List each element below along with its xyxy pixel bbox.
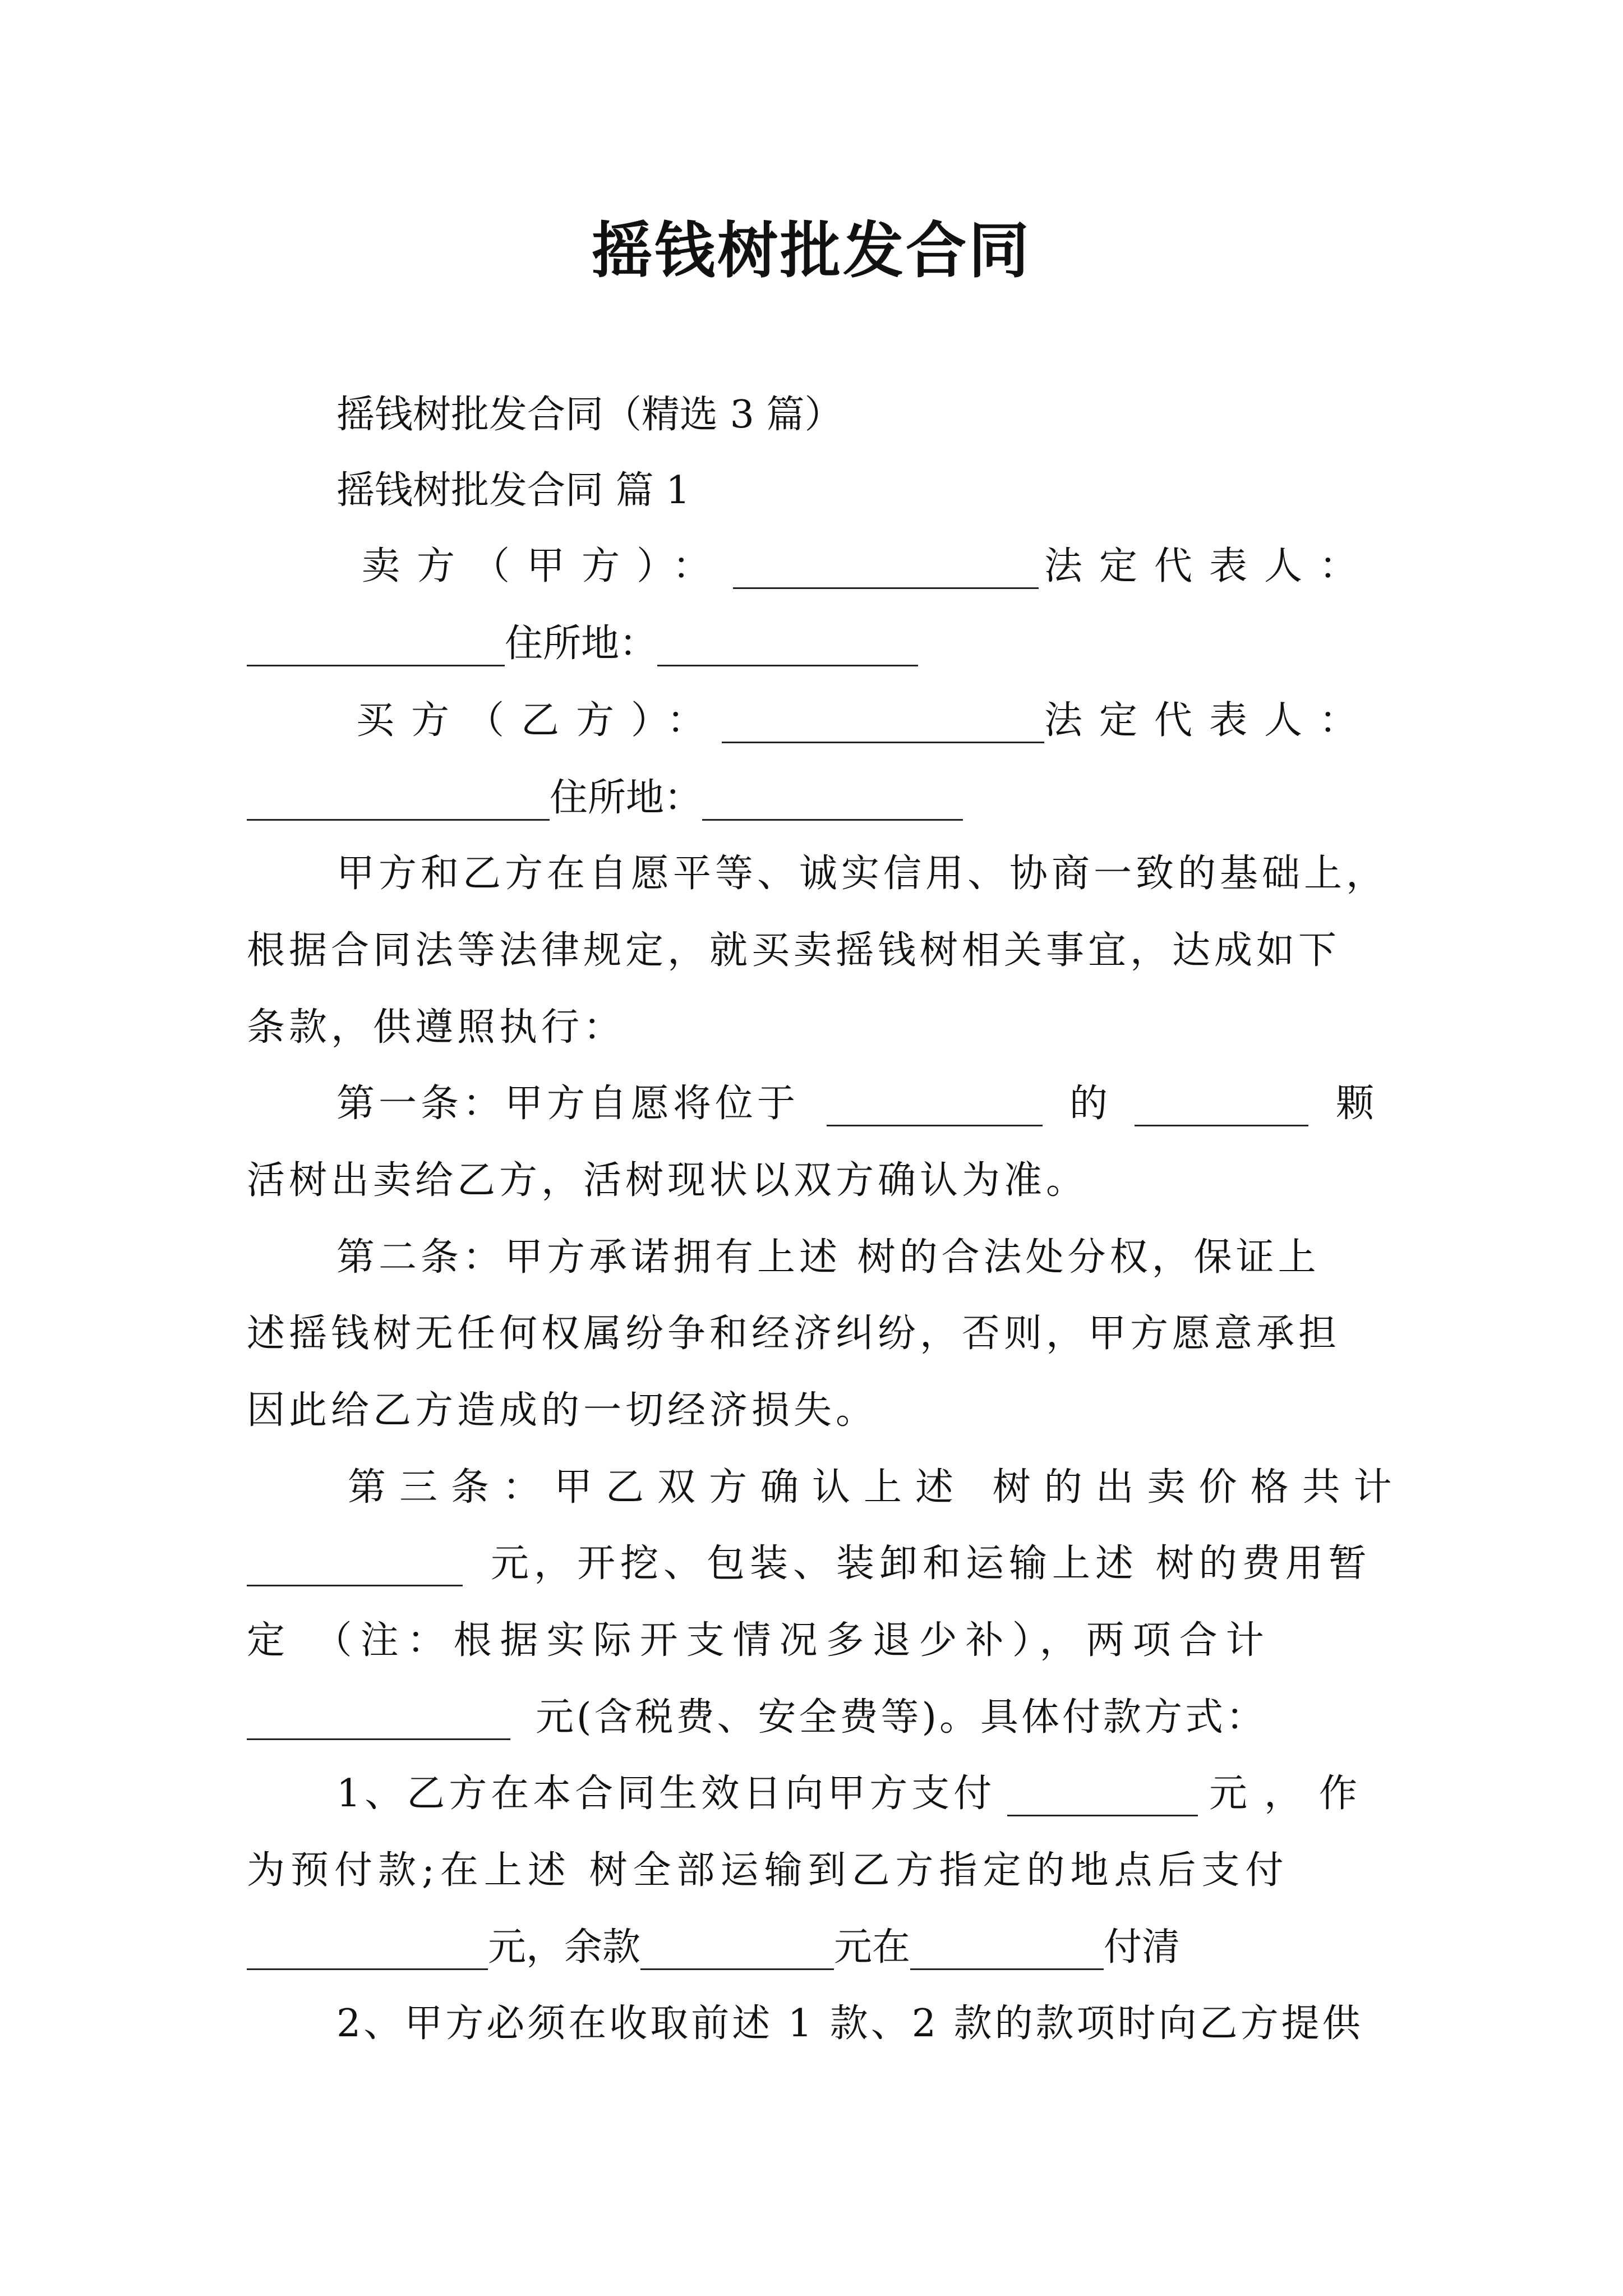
location-blank bbox=[827, 1090, 1043, 1126]
article-3-line-3: 定 （注：根据实际开支情况多退少补），两项合计 bbox=[247, 1618, 1272, 1663]
buyer-name-blank bbox=[722, 707, 1044, 743]
seller-rep-blank bbox=[247, 630, 505, 666]
balance-blank bbox=[640, 1934, 834, 1970]
seller-legal-rep-label: 法定代表人： bbox=[1044, 544, 1374, 588]
buyer-label: 买方（乙方）： bbox=[356, 698, 722, 743]
seller-name-blank bbox=[733, 553, 1039, 589]
intro-line-3: 条款，供遵照执行： bbox=[247, 1005, 626, 1050]
buyer-rep-blank bbox=[247, 784, 550, 821]
article-2-line-1: 第二条：甲方承诺拥有上述 树的合法处分权，保证上 bbox=[336, 1235, 1320, 1280]
second-payment-blank bbox=[247, 1934, 488, 1970]
balance-date-blank bbox=[910, 1934, 1104, 1970]
payment-2-line-1: 2、甲方必须在收取前述 1 款、2 款的款项时向乙方提供 bbox=[336, 2001, 1363, 2046]
seller-label: 卖方（甲方）： bbox=[362, 544, 728, 588]
document-title: 摇钱树批发合同 bbox=[591, 215, 1031, 286]
price-blank bbox=[247, 1550, 463, 1586]
payment-1-line-3: 元，余款 元在 付清 bbox=[247, 1925, 1180, 1970]
seller-line bbox=[362, 544, 1374, 589]
seller-residence-label: 住所地： bbox=[505, 622, 658, 666]
article-2-line-3: 因此给乙方造成的一切经济损失。 bbox=[247, 1388, 878, 1433]
seller-line-2 bbox=[247, 622, 918, 666]
article-2-line-2: 述摇钱树无任何权属纷争和经济纠纷，否则，甲方愿意承担 bbox=[247, 1312, 1341, 1356]
intro-line-2: 根据合同法等法律规定，就买卖摇钱树相关事宜，达成如下 bbox=[247, 928, 1341, 973]
article-3-line-1: 第三条：甲乙双方确认上述 树的出卖价格共计 bbox=[348, 1465, 1405, 1510]
buyer-residence-blank bbox=[702, 784, 963, 821]
payment-1-line-1: 1、乙方在本合同生效日向甲方支付 元，作 bbox=[336, 1772, 1374, 1816]
tree-count-blank bbox=[1135, 1090, 1308, 1126]
buyer-line-2 bbox=[247, 776, 963, 821]
article-1-line-1: 第一条：甲方自愿将位于 的 颗 bbox=[336, 1082, 1374, 1126]
buyer-legal-rep-label: 法定代表人： bbox=[1044, 698, 1374, 743]
article-3-line-2: 元，开挖、包装、装卸和运输上述 树的费用暂 bbox=[247, 1542, 1372, 1586]
seller-residence-blank bbox=[657, 630, 918, 666]
article-1-line-2: 活树出卖给乙方，活树现状以双方确认为准。 bbox=[247, 1158, 1089, 1203]
section-heading: 摇钱树批发合同 篇 1 bbox=[336, 468, 690, 513]
document-subtitle: 摇钱树批发合同（精选 3 篇） bbox=[336, 393, 843, 437]
intro-line-1: 甲方和乙方在自愿平等、诚实信用、协商一致的基础上， bbox=[336, 852, 1389, 896]
total-blank bbox=[247, 1704, 510, 1740]
buyer-residence-label: 住所地： bbox=[550, 776, 703, 820]
article-3-line-4: 元(含税费、安全费等)。具体付款方式： bbox=[247, 1695, 1267, 1740]
buyer-line bbox=[356, 698, 1374, 743]
payment-1-line-2: 为预付款;在上述 树全部运输到乙方指定的地点后支付 bbox=[247, 1848, 1289, 1893]
prepayment-blank bbox=[1007, 1780, 1198, 1816]
